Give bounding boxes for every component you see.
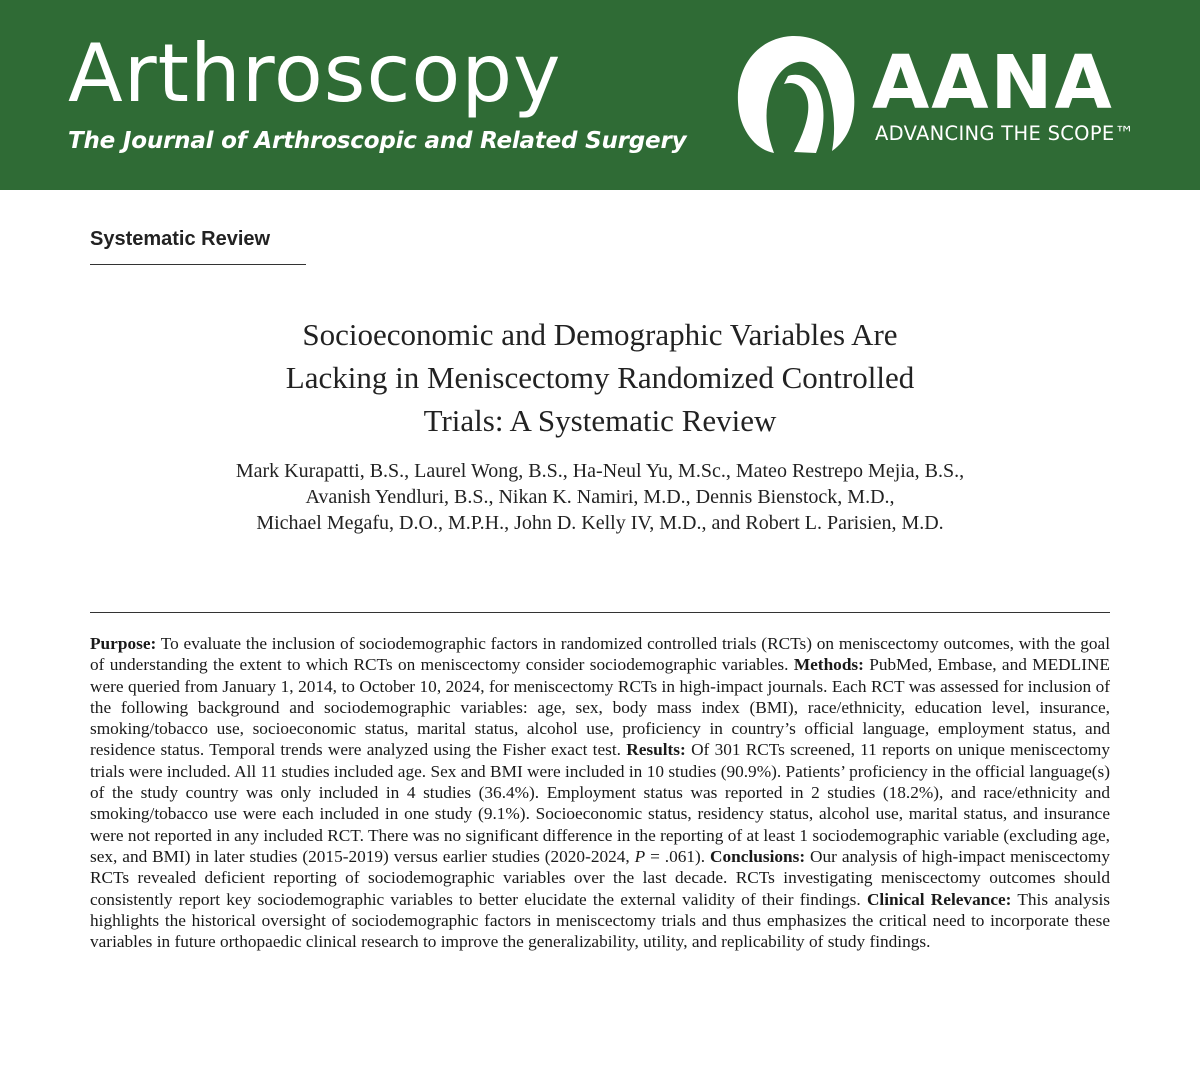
- purpose-label: Purpose:: [90, 634, 157, 653]
- methods-label: Methods:: [793, 655, 864, 675]
- abstract: [90, 633, 1110, 952]
- abstract-paragraph: [90, 633, 1110, 952]
- p-value-text: = .061).: [645, 846, 711, 866]
- title-line: Lacking in Meniscectomy Randomized Controlled: [285, 360, 915, 395]
- society-name: AANA: [872, 40, 1114, 126]
- clinical-relevance-text: This analysis highlights the historical oversight of sociodemographic factors in meniscectomy trials and thus emphasizes the critical need to incorporate these variables in future orthopaedic clinical research to improve the generalizability, utility, and replicability of study findings.: [90, 889, 1110, 952]
- results-label: Results:: [626, 740, 686, 760]
- article-type: Systematic Review: [90, 228, 271, 250]
- abstract-divider: [90, 612, 1110, 613]
- author-line: Mark Kurapatti, B.S., Laurel Wong, B.S., Ha-Neul Yu, M.Sc., Mateo Restrepo Mejia, B.S.,: [235, 460, 965, 482]
- purpose-text: To evaluate the inclusion of sociodemographic factors in randomized controlled trials (RCTs) on meniscectomy outcomes, with the goal of understanding the extent to which RCTs on meniscectomy consider sociodemographic variables.: [90, 634, 1110, 675]
- methods-text: PubMed, Embase, and MEDLINE were queried from January 1, 2014, to October 10, 2024, for meniscectomy RCTs in high-impact journals. Each RCT was assessed for inclusion of the following background and sociodemographic variables: age, sex, body mass index (BMI), race/ethnicity, education level, insurance, smoking/tobacco use, socioeconomic status, marital status, alcohol use, proficiency in country’s official language, employment status, and residence status. Temporal trends were analyzed using the Fisher exact test.: [90, 655, 1110, 760]
- clinical-relevance-label: Clinical Relevance:: [866, 889, 1012, 909]
- journal-name: Arthroscopy: [68, 27, 562, 120]
- article-title: [130, 313, 1070, 442]
- results-text: Of 301 RCTs screened, 11 reports on unique meniscectomy trials were included. All 11 studies included age. Sex and BMI were included in 10 studies (90.9%). Patients’ proficiency in the official language(s) of the study country was only included in 4 studies (36.4%). Employment status was reported in 2 studies (18.2%), and race/ethnicity and smoking/tobacco use were each included in one study (9.1%). Socioeconomic status, residency status, alcohol use, marital status, and insurance were not reported in any included RCT. There was no significant difference in the reporting of at least 1 sociodemographic variable (excluding age, sex, and BMI) in later studies (2015-2019) versus earlier studies (2020-2024,: [90, 740, 1110, 866]
- journal-subtitle: The Journal of Arthroscopic and Related Surgery: [68, 128, 687, 154]
- conclusions-text: Our analysis of high-impact meniscectomy RCTs revealed deficient reporting of sociodemographic variables over the last decade. RCTs investigating meniscectomy outcomes should consistently report key sociodemographic variables to better elucidate the external validity of their findings.: [90, 846, 1111, 909]
- title-line: Trials: A Systematic Review: [423, 403, 777, 438]
- author-line: Avanish Yendluri, B.S., Nikan K. Namiri, M.D., Dennis Bienstock, M.D.,: [305, 486, 895, 508]
- aana-logo-icon: [728, 32, 858, 157]
- author-list: [90, 458, 1110, 536]
- journal-banner: [0, 0, 1200, 190]
- conclusions-label: Conclusions:: [710, 846, 806, 866]
- title-line: Socioeconomic and Demographic Variables Are: [302, 317, 898, 352]
- author-line: Michael Megafu, D.O., M.P.H., John D. Kelly IV, M.D., and Robert L. Parisien, M.D.: [256, 512, 944, 534]
- society-tagline: ADVANCING THE SCOPE™: [875, 122, 1135, 145]
- p-symbol: P: [634, 846, 646, 866]
- section-divider: [90, 264, 306, 265]
